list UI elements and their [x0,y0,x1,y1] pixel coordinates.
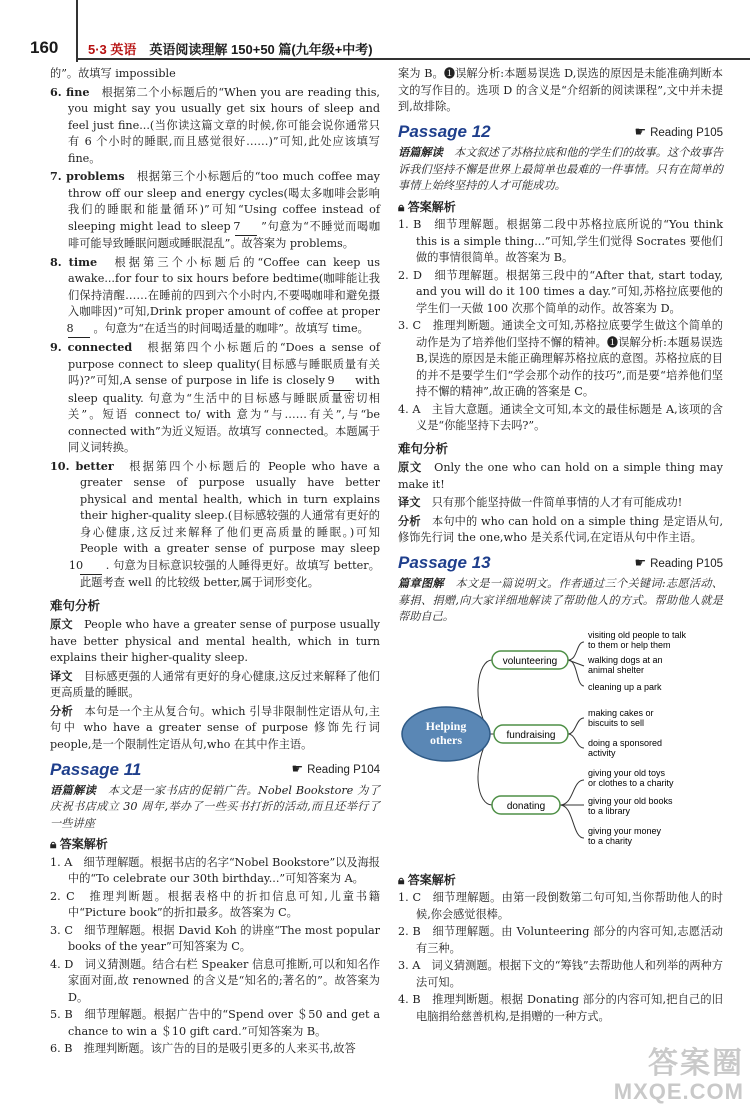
branch-fundraising-label: fundraising [506,729,556,741]
p11-answer-2: 2. C 推理判断题。根据表格中的折扣信息可知,儿童书籍中“Picture book”的折扣最多。故答案为 C。 [50,889,380,919]
watermark: 答案圈 MXQE.COM [613,1047,744,1104]
p13-answer-4: 4. B 推理判断题。根据 Donating 部分的内容可知,把自己的旧电脑捐给慈善机构,是捐赠的一种方式。 [398,993,723,1023]
leaf-2-2: doing a sponsored [588,737,663,748]
leaf-3-1b: or clothes to a charity [588,777,674,788]
passage-13-reference: ☛ Reading P105 [634,554,723,570]
leaf-1-2b: animal shelter [588,664,645,675]
passage-11-answers-heading: 🔒︎ 答案解析 [50,837,108,851]
p11-answer-1: 1. A 细节理解题。根据书店的名字“Nobel Bookstore”以及海报中的“To celebrate our 30th birthday...”可知答案为 A。 [50,855,380,885]
key-icon: 🔒︎ [50,837,57,851]
p11-answer-5: 5. B 细节理解题。根据广告中的“Spend over ＄50 and get a chance to win a ＄10 gift card.”可知答案为 B。 [50,1008,380,1038]
p12-hard-sentence-heading: 难句分析 [398,441,449,456]
blank-9: 9 [329,373,351,391]
leaf-2-2b: activity [588,747,616,758]
branch-volunteering-label: volunteering [502,655,558,667]
answer-item-10: 10. better 根据第四个小标题后的 People who have a greater sense of purpose usually have better physical and mental health, which in turn explains their higher-quality sleep.(目标感较强的人通常有更好的身心健康,这反过来解释了他们更高质量的睡眠。)可知 People with a greater sense of purpose may sleep 10 . 句意为目标意识较强的人睡得更好。故填写 better。此题考查 well 的比较级 better,属于词形变化。 [50,458,380,589]
leaf-3-2b: to a library [588,805,631,816]
header-divider [76,0,78,62]
passage-11-reference: ☛ Reading P104 [291,761,380,776]
p13-answer-2: 2. B 细节理解题。由 Volunteering 部分的内容可知,志愿活动有三种。 [398,925,723,955]
leaf-1-1: visiting old people to talk [588,629,687,640]
page-number: 160 [30,38,59,57]
pointing-hand-icon: ☛ [291,761,304,776]
center-text-1: Helping [425,718,467,733]
passage-13-answers-heading: 🔒︎ 答案解析 [398,872,456,887]
carry-over-text: 的”。故填写 impossible [50,67,176,80]
passage-13-header [398,555,723,573]
p12-answer-4: 4. A 主旨大意题。通读全文可知,本文的最佳标题是 A,该项的含义是“你能坚持下去吗?”。 [398,402,723,432]
leaf-1-2: walking dogs at an [588,654,663,665]
passage-11-intro: 语篇解读 本文是一家书店的促销广告。Nobel Bookstore 为了庆祝书店成立 30 周年,举办了一些买书打折的活动,而且还举行了一些讲座 [50,782,380,830]
brand: 5·3 英语 [88,42,137,57]
p11-answer-3: 3. C 细节理解题。根据 David Koh 的讲座“The most popular books of the year”可知答案为 C。 [50,923,380,953]
key-icon: 🔒︎ [398,199,405,214]
blank-7: 7 [235,219,257,237]
p11-answer-6: 6. B 推理判断题。该广告的目的是吸引更多的人来买书,故答 [50,1042,356,1055]
p13-answer-3: 3. A 词义猜测题。根据下文的“筹钱”去帮助他人和列举的两种方法可知。 [398,959,723,989]
passage-11-header [50,761,380,779]
passage-12-intro: 语篇解读 本文叙述了苏格拉底和他的学生们的故事。这个故事告诉我们坚持不懈是世界上最简单也最难的一件事情。只有在简单的事情上始终坚持的人才可能成功。 [398,145,723,192]
hard-sentence-analysis: 分析 本句是一个主从复合句。which 引导非限制性定语从句,主句中 who have a greater sense of purpose 修饰先行词 people,是一个限制性定语从句,who 在其中作主语。 [50,703,380,751]
p12-answer-1: 1. B 细节理解题。根据第二段中苏格拉底所说的“You think this is a simple thing...”可知,学生们觉得 Socrates 要他们做的事情很简单。故答案为 B。 [398,218,723,264]
answer-item-7: 7. problems 根据第三个小标题后的“too much coffee may throw off our sleep and energy cycles(喝太多咖啡会影响我们的睡眠和能量循环)”可知“Using coffee instead of sleeping might lead to sleep 7 ”句意为“不睡觉而喝咖啡可能导致睡眠问题或睡眠混乱”。故答案为 problems。 [50,169,381,250]
passage-12-header [398,124,723,142]
p12-hard-translation: 译文 只有那个能坚持做一件简单事情的人才有可能成功! [398,495,683,509]
blank-8: 8 [68,321,90,339]
p11-answer-6-continued: 案为 B。❶误解分析:本题易误选 D,误选的原因是未能准确判断本文的写作目的。选项 D 的含义是“介绍新的阅读课程”,文中并未提到,故排除。 [398,67,723,113]
leaf-3-3: giving your money [588,825,662,836]
right-column [398,66,723,1026]
blank-10: 10 [80,558,102,576]
leaf-1-1b: to them or help them [588,639,671,650]
passage-12-title: Passage 12 [398,122,491,141]
leaf-2-1b: biscuits to sell [588,717,645,728]
answer-item-9: 9. connected 根据第四个小标题后的“Does a sense of purpose connect to sleep quality(目标感与睡眠质量有关吗)?”可知,A sense of purpose in life is closely 9 with sleep quality. 句意为“生活中的目标感与睡眠质量密切相关”。短语 connect to/ with 意为“与……有关”,与“be connected with”为近义短语。故填写 connected。本题属于同义词转换。 [50,340,380,454]
hard-sentence-original: 原文 People who have a greater sense of purpose usually have better physical and mental health, which in turn explains their higher-quality sleep. [50,617,380,664]
left-column [50,66,380,1059]
pointing-hand-icon: ☛ [634,123,647,139]
helping-others-mind-map [398,630,718,868]
pointing-hand-icon: ☛ [634,554,647,570]
branch-donating-label: donating [506,800,546,812]
p13-answer-1: 1. C 细节理解题。由第一段倒数第二句可知,当你帮助他人的时候,你会感觉很棒。 [398,891,723,921]
book-title [88,39,373,58]
leaf-3-1: giving your old toys [588,767,666,778]
key-icon: 🔒︎ [398,872,405,887]
passage-12-reference: ☛ Reading P105 [634,123,723,139]
answer-item-6: 6. fine 根据第二个小标题后的“When you are reading this, you might say you usually get six hours of sleep and feel just fine...(当你读这篇文章的时候,你可能会说你通常只有 6 个小时的睡眠,而且感觉很好……)”可知,此处应该填写 fine。 [50,84,380,165]
p12-hard-analysis: 分析 本句中的 who can hold on a simple thing 是定语从句,修饰先行词 the one,who 是关系代词,在定语从句中作主语。 [398,513,723,544]
leaf-2-1: making cakes or [588,707,654,718]
p12-hard-original: 原文 Only the one who can hold on a simple thing may make it! [398,460,723,491]
leaf-3-3b: to a charity [588,835,633,846]
passage-12-answers-heading: 🔒︎ 答案解析 [398,199,456,214]
answer-item-8: 8. time 根据第三个小标题后的“Coffee can keep us awake...for four to six hours before bedtime(咖啡能让我们保持清醒……在睡前的四到六个小时内,不要喝咖啡和避免摄入咖啡因)”可知,Drink proper amount of coffee at proper 8 。句意为“在适当的时间喝适量的咖啡”。故填写 time。 [50,254,380,339]
leaf-1-3: cleaning up a park [588,681,662,692]
p12-answer-3: 3. C 推理判断题。通读全文可知,苏格拉底要学生做这个简单的动作是为了培养他们坚持不懈的精神。❶误解分析:本题易误选 B,误选的原因是未能正确理解苏格拉底的意图。苏格拉底的目的并不是要学生们“学会那个动作的技巧”,而是要“培养他们坚持不懈的精神”,故正确的答案是 C。 [398,319,723,398]
p12-answer-2: 2. D 细节理解题。根据第三段中的“After that, start today, and you will do it 100 times a day.”可知,苏格拉底要他的学生们一天做 100 次那个简单的动作。故答案为 D。 [398,268,723,315]
header-rule [76,58,750,60]
center-text-2: others [430,732,462,747]
p11-answer-4: 4. D 词义猜测题。结合右栏 Speaker 信息可推断,可以和知名作家面对面,故 renowned 的含义是“知名的;著名的”。故答案为 D。 [50,957,380,1004]
book-subtitle: 英语阅读理解 150+50 篇(九年级+中考) [149,42,373,57]
leaf-3-2: giving your old books [588,795,673,806]
passage-13-title: Passage 13 [398,553,491,572]
hard-sentence-heading: 难句分析 [50,598,101,613]
passage-13-intro: 篇章图解 本文是一篇说明文。作者通过三个关键词:志愿活动、募捐、捐赠,向大家详细地解读了帮助他人的方式。帮助他人就是帮助自己。 [398,576,723,623]
passage-11-title: Passage 11 [50,759,142,779]
hard-sentence-translation: 译文 目标感更强的人通常有更好的身心健康,这反过来解释了他们更高质量的睡眠。 [50,668,380,699]
page-header [0,0,750,62]
